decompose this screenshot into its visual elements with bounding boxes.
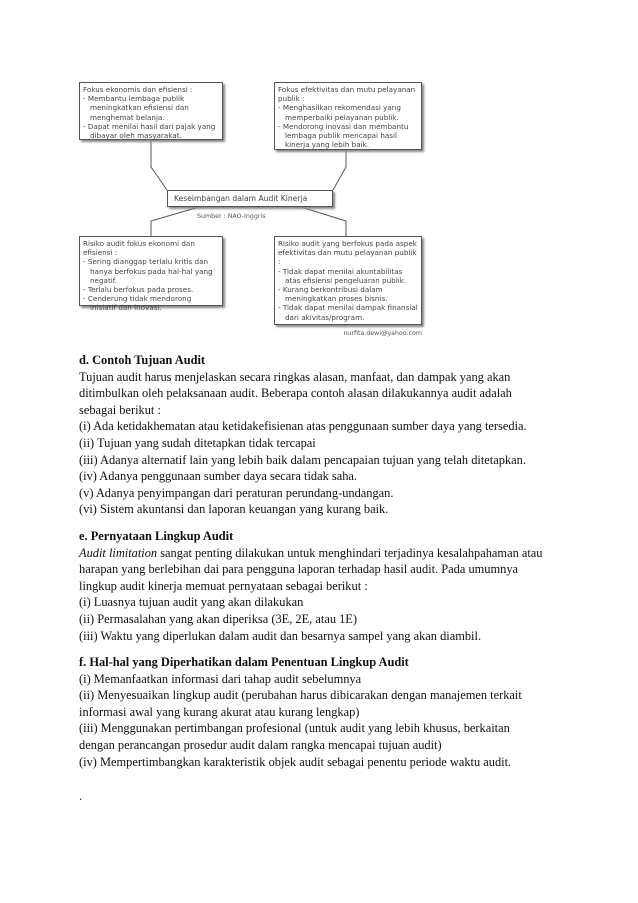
- section-d-heading: d. Contoh Tujuan Audit: [79, 353, 206, 367]
- list-item: (iv) Adanya penggunaan sumber daya secara tidak saha.: [79, 469, 357, 484]
- paragraph-line: sebagai berikut :: [79, 402, 161, 417]
- list-item: - Cenderung tidak mendorong inisiatif dan inovasi.: [83, 294, 219, 312]
- list-item: (iii) Adanya alternatif lain yang lebih baik dalam pencapaian tujuan yang telah ditetapkan.: [79, 452, 526, 467]
- paragraph-text: sangat penting dilakukan untuk menghindari terjadinya kesalahpahaman atau: [157, 545, 543, 560]
- list-item: (vi) Sistem akuntansi dan laporan keuangan yang kurang baik.: [79, 502, 389, 517]
- audit-limitation-term: Audit limitation: [79, 545, 158, 560]
- box-title: Risiko audit fokus ekonomi dan efisiensi :: [83, 239, 195, 258]
- list-item: - Membantu lembaga publik meningkatkan efisiensi dan menghemat belanja.: [83, 94, 219, 122]
- list-item: - Menghasilkan rekomendasi yang memperbaiki pelayanan publik.: [278, 103, 418, 121]
- list-item: (iv) Mempertimbangkan karakteristik objek audit sebagai penentu periode waktu audit.: [79, 754, 512, 769]
- diagram-source: Sumber : NAO-Inggris: [197, 213, 266, 220]
- list-item-continuation: informasi awal yang kurang akurat atau kurang lengkap): [79, 704, 360, 719]
- list-item: - Terlalu berfokus pada proses.: [83, 285, 219, 294]
- list-item-continuation: dengan perancangan prosedur audit dalam rangka mencapai tujuan audit): [79, 738, 442, 753]
- balance-center-box: Keseimbangan dalam Audit Kinerja: [167, 190, 333, 207]
- trailing-period: .: [79, 789, 83, 804]
- list-item: (iii) Menggunakan pertimbangan profesional (untuk audit yang lebih khusus, berkaitan: [79, 721, 510, 736]
- paragraph-line: lingkup audit kinerja memuat pernyataan sebagai berikut :: [79, 578, 368, 593]
- list-item: (ii) Menyesuaikan lingkup audit (perubahan harus dibicarakan dengan manajemen terkait: [79, 688, 522, 703]
- document-body: [79, 352, 569, 805]
- paragraph-line: Tujuan audit harus menjelaskan secara ringkas alasan, manfaat, dan dampak yang akan: [79, 369, 511, 384]
- list-item: - Dapat menilai hasil dari pajak yang dibayar oleh masyarakat.: [83, 122, 219, 140]
- list-item: (v) Adanya penyimpangan dari peraturan perundang-undangan.: [79, 485, 394, 500]
- effectiveness-quality-focus-box: [274, 82, 422, 150]
- list-item: (iii) Waktu yang diperlukan dalam audit dan besarnya sampel yang akan diambil.: [79, 628, 482, 643]
- paragraph-line: harapan yang berlebihan dai para pengguna laporan terhadap hasil audit. Pada umumnya: [79, 562, 519, 577]
- list-item: - Sering dianggap terlalu kritis dan hanya berfokus pada hal-hal yang negatif.: [83, 257, 219, 285]
- list-item: (ii) Permasalahan yang akan diperiksa (3E, 2E, atau 1E): [79, 611, 357, 626]
- economy-efficiency-focus-box: [79, 82, 223, 140]
- paragraph-line: ditimbulkan oleh pelaksanaan audit. Beberapa contoh alasan dilakukannya audit adalah: [79, 386, 512, 401]
- box-title: Fokus efektivitas dan mutu pelayanan publik :: [278, 85, 416, 104]
- list-item: - Kurang berkontribusi dalam meningkatkan proses bisnis.: [278, 285, 418, 303]
- list-item: (ii) Tujuan yang sudah ditetapkan tidak tercapai: [79, 435, 316, 450]
- list-item: - Tidak dapat menilai dampak finansial dari akivitas/program.: [278, 303, 418, 321]
- list-item: (i) Luasnya tujuan audit yang akan dilakukan: [79, 595, 304, 610]
- section-e-heading: e. Pernyataan Lingkup Audit: [79, 528, 234, 543]
- list-item: - Tidak dapat menilai akuntabilitas atas efisiensi pengeluaran publik.: [278, 267, 418, 285]
- economy-efficiency-risk-box: [79, 236, 223, 313]
- box-title: Risiko audit yang berfokus pada aspek efektivitas dan mutu pelayanan publik :: [278, 239, 417, 267]
- list-item: (i) Ada ketidakhematan atau ketidakefisienan atas penggunaan sumber daya yang tersedia.: [79, 419, 527, 434]
- paragraph-line: [79, 545, 569, 562]
- box-title: Fokus ekonomis dan efisiensi :: [83, 85, 193, 94]
- audit-balance-diagram: [79, 79, 422, 345]
- effectiveness-risk-box: [274, 236, 422, 325]
- section-f-heading: f. Hal-hal yang Diperhatikan dalam Penentuan Lingkup Audit: [79, 655, 409, 670]
- list-item: (i) Memanfaatkan informasi dari tahap audit sebelumnya: [79, 671, 362, 686]
- author-email: nurfita.dewi@yahoo.com: [343, 330, 422, 337]
- list-item: - Mendorong inovasi dan membantu lembaga publik mencapai hasil kinerja yang lebih baik.: [278, 122, 418, 150]
